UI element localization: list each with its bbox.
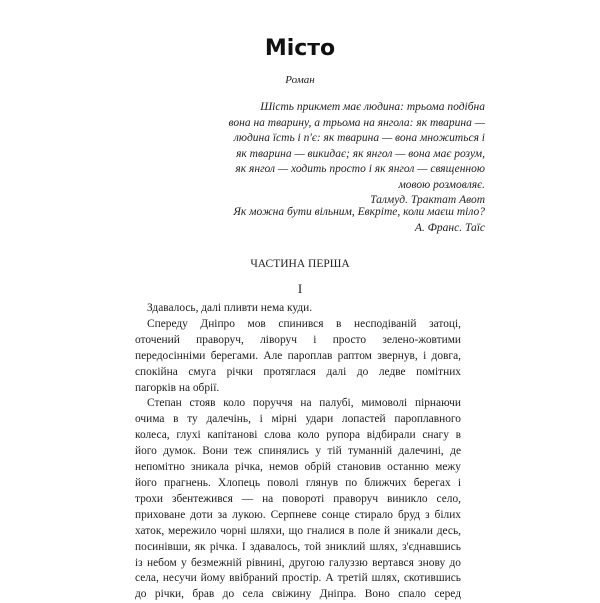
page-subtitle: Роман	[285, 74, 315, 86]
paragraph-line: Спереду Дніпро мов спинився в несподіваній затоці,	[147, 317, 461, 330]
epigraph-source: А. Франс. Таїс	[414, 221, 485, 234]
paragraph-line: очима в ту далечінь, і мірні удари лопастей пароплавного	[135, 413, 461, 426]
paragraph-line: його прагнень. Хлопець поволі глянув по ближчих берегах і	[135, 476, 461, 489]
chapter-number: І	[297, 281, 303, 296]
paragraph-line: села, несучи йому ввібраний простір. А третій шлях, скотившись	[135, 572, 461, 585]
epigraph-line: людина їсть і п'є: як тварина — вона множиться і	[233, 132, 485, 144]
paragraph-line: пагорків на обрії.	[135, 381, 220, 394]
body-text	[135, 301, 461, 603]
epigraph-line: як тварина — викидає; як янгол — вона має розум,	[236, 147, 485, 160]
paragraph-line: спокійна смуга річки протяглася далі до ледве помітних	[135, 365, 461, 378]
paragraph-line: із небом у безмежній рівнині, другою галуззю вертався знову до	[135, 556, 461, 569]
paragraph-line: непомітно зникала річка, немов обрій становив останню межу	[135, 461, 461, 474]
paragraph-line: приховане доти за лукою. Серпневе сонце стирало бруд з білих	[135, 508, 461, 521]
paragraph-line: колеса, глухі капітанові слова коло рупора відбирали снагу в	[135, 429, 461, 442]
paragraph-line: хаток, мережило чорні шляхи, що гналися в поле й зникали десь,	[135, 524, 461, 537]
page-title: Місто	[264, 36, 336, 61]
paragraph-line: Здавалось, далі пливти нема куди.	[147, 302, 313, 314]
epigraph-talmud	[185, 100, 485, 209]
paragraph-line: передосінніми берегами. Але пароплав раптом звернув, і довга,	[135, 349, 461, 362]
epigraph-line: Як можна бути вільним, Евкріте, коли маєш тіло?	[233, 206, 485, 218]
epigraph-line: як янгол — ходить просто і як янгол — священною	[235, 163, 485, 175]
part-heading: ЧАСТИНА ПЕРША	[250, 258, 350, 270]
paragraph-line: трохи збентежився — на повороті праворуч виникло село,	[135, 492, 461, 505]
paragraph-line: його думок. Вони теж спинялись у тій туманній далечині, де	[135, 445, 461, 458]
paragraph-line: до річки, брав до села свіжину Дніпра. Воно спало серед	[135, 588, 461, 601]
paragraph-line: посинівши, як річка. І здавалось, той зниклий шлях, з'єднавшись	[135, 540, 461, 553]
epigraph-france	[185, 205, 485, 236]
epigraph-source: Талмуд. Трактат Авот	[370, 194, 485, 206]
paragraph-line: оточений праворуч, ліворуч і просто зелено-жовтими	[135, 333, 461, 346]
paragraph-line: Степан стояв коло поруччя на палубі, мимоволі пірнаючи	[147, 397, 461, 410]
epigraph-line: вона на тварину, а трьома на янгола: як тварина —	[228, 116, 485, 129]
epigraph-line: мовою розмовляє.	[398, 178, 485, 191]
epigraph-line: Шість прикмет має людина: трьома подібна	[260, 101, 485, 113]
